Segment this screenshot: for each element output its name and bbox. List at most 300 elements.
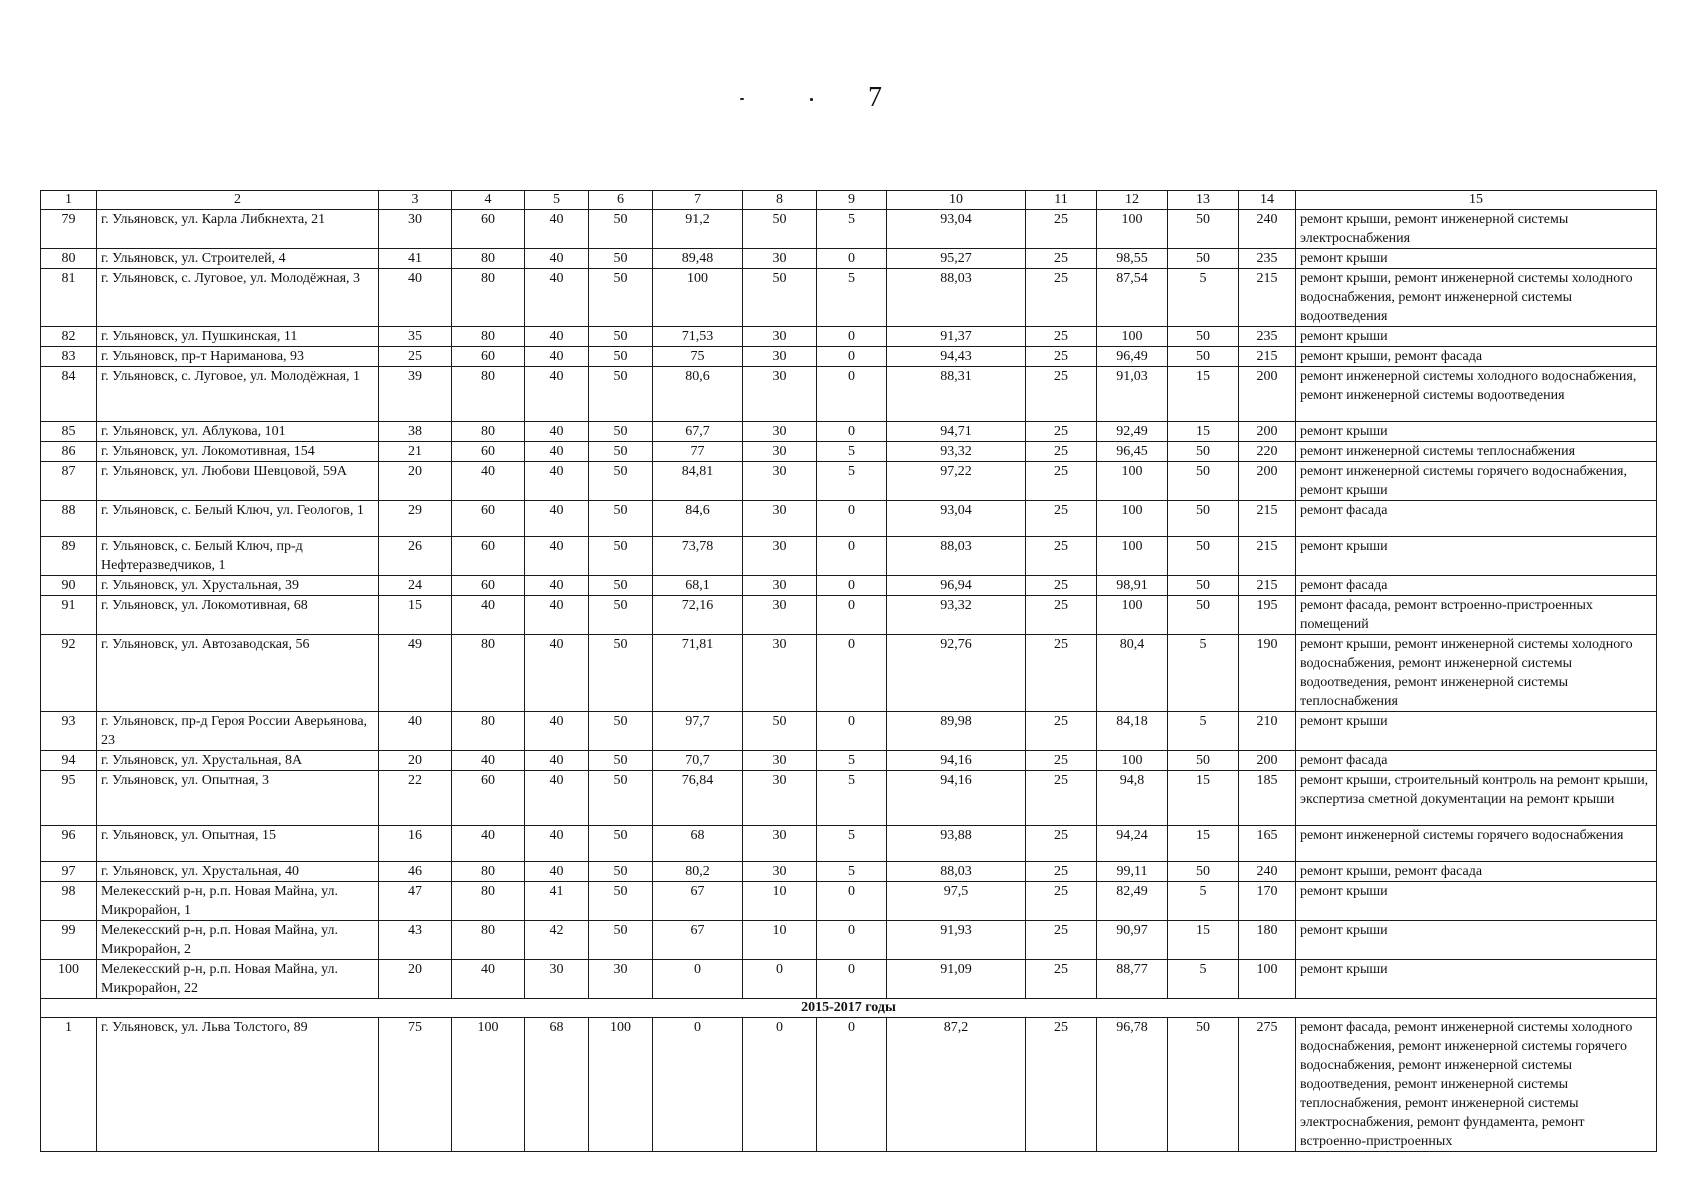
value-cell: 50	[589, 576, 653, 596]
value-cell: 240	[1239, 210, 1296, 249]
address-cell: г. Ульяновск, с. Луговое, ул. Молодёжная, 3	[97, 269, 379, 327]
value-cell: 67	[653, 921, 743, 960]
value-cell: 73,78	[653, 537, 743, 576]
value-cell: 80,4	[1097, 635, 1168, 712]
value-cell: 25	[1026, 501, 1097, 537]
value-cell: 92,49	[1097, 422, 1168, 442]
value-cell: 5	[1168, 960, 1239, 999]
value-cell: 0	[817, 347, 887, 367]
address-cell: Мелекесский р-н, р.п. Новая Майна, ул. Микрорайон, 2	[97, 921, 379, 960]
value-cell: 25	[1026, 462, 1097, 501]
works-cell: ремонт крыши	[1296, 422, 1657, 442]
value-cell: 80	[452, 269, 525, 327]
value-cell: 96,49	[1097, 347, 1168, 367]
value-cell: 25	[1026, 367, 1097, 422]
value-cell: 24	[379, 576, 452, 596]
value-cell: 50	[1168, 576, 1239, 596]
value-cell: 215	[1239, 347, 1296, 367]
value-cell: 0	[743, 960, 817, 999]
value-cell: 91,09	[887, 960, 1026, 999]
value-cell: 165	[1239, 826, 1296, 862]
value-cell: 0	[817, 1018, 887, 1152]
page-number: 7	[868, 82, 882, 113]
value-cell: 50	[1168, 751, 1239, 771]
value-cell: 200	[1239, 751, 1296, 771]
address-cell: г. Ульяновск, ул. Пушкинская, 11	[97, 327, 379, 347]
value-cell: 30	[743, 576, 817, 596]
value-cell: 25	[1026, 826, 1097, 862]
table-row	[41, 442, 1657, 462]
value-cell: 80	[452, 327, 525, 347]
value-cell: 25	[1026, 771, 1097, 826]
works-cell: ремонт фасада	[1296, 751, 1657, 771]
value-cell: 50	[1168, 442, 1239, 462]
column-number: 9	[817, 191, 887, 210]
works-cell: ремонт инженерной системы теплоснабжения	[1296, 442, 1657, 462]
value-cell: 50	[589, 347, 653, 367]
value-cell: 60	[452, 501, 525, 537]
value-cell: 60	[452, 442, 525, 462]
scan-speck	[740, 98, 744, 100]
value-cell: 93,32	[887, 596, 1026, 635]
value-cell: 190	[1239, 635, 1296, 712]
row-number: 97	[41, 862, 97, 882]
value-cell: 94,8	[1097, 771, 1168, 826]
row-number: 94	[41, 751, 97, 771]
value-cell: 40	[452, 751, 525, 771]
address-cell: г. Ульяновск, ул. Хрустальная, 40	[97, 862, 379, 882]
value-cell: 40	[525, 422, 589, 442]
column-number: 5	[525, 191, 589, 210]
value-cell: 50	[589, 442, 653, 462]
value-cell: 50	[589, 882, 653, 921]
row-number: 96	[41, 826, 97, 862]
column-number: 11	[1026, 191, 1097, 210]
value-cell: 97,22	[887, 462, 1026, 501]
value-cell: 25	[1026, 269, 1097, 327]
value-cell: 30	[743, 422, 817, 442]
value-cell: 22	[379, 771, 452, 826]
value-cell: 38	[379, 422, 452, 442]
value-cell: 0	[817, 537, 887, 576]
value-cell: 215	[1239, 576, 1296, 596]
value-cell: 90,97	[1097, 921, 1168, 960]
value-cell: 25	[1026, 347, 1097, 367]
address-cell: г. Ульяновск, ул. Опытная, 3	[97, 771, 379, 826]
value-cell: 99,11	[1097, 862, 1168, 882]
value-cell: 5	[1168, 269, 1239, 327]
value-cell: 20	[379, 751, 452, 771]
works-cell: ремонт крыши, строительный контроль на ремонт крыши, экспертиза сметной документации на ремонт крыши	[1296, 771, 1657, 826]
value-cell: 97,5	[887, 882, 1026, 921]
address-cell: г. Ульяновск, с. Луговое, ул. Молодёжная, 1	[97, 367, 379, 422]
address-cell: г. Ульяновск, ул. Строителей, 4	[97, 249, 379, 269]
value-cell: 40	[525, 367, 589, 422]
value-cell: 50	[589, 921, 653, 960]
table-row	[41, 269, 1657, 327]
row-number: 89	[41, 537, 97, 576]
table-row	[41, 462, 1657, 501]
value-cell: 100	[1097, 462, 1168, 501]
value-cell: 25	[1026, 635, 1097, 712]
value-cell: 235	[1239, 327, 1296, 347]
value-cell: 88,31	[887, 367, 1026, 422]
row-number: 90	[41, 576, 97, 596]
value-cell: 25	[1026, 442, 1097, 462]
value-cell: 0	[817, 712, 887, 751]
table-body-2015-2017	[41, 1018, 1657, 1152]
address-cell: г. Ульяновск, пр-т Нариманова, 93	[97, 347, 379, 367]
address-cell: Мелекесский р-н, р.п. Новая Майна, ул. Микрорайон, 1	[97, 882, 379, 921]
table-row	[41, 576, 1657, 596]
value-cell: 25	[1026, 712, 1097, 751]
section-2015-2017	[41, 999, 1657, 1018]
value-cell: 26	[379, 537, 452, 576]
value-cell: 50	[589, 210, 653, 249]
value-cell: 215	[1239, 269, 1296, 327]
value-cell: 100	[1097, 210, 1168, 249]
column-number: 8	[743, 191, 817, 210]
value-cell: 25	[1026, 422, 1097, 442]
value-cell: 72,16	[653, 596, 743, 635]
value-cell: 50	[743, 210, 817, 249]
works-cell: ремонт крыши	[1296, 960, 1657, 999]
value-cell: 80	[452, 882, 525, 921]
address-cell: г. Ульяновск, пр-д Героя России Аверьянова, 23	[97, 712, 379, 751]
address-cell: г. Ульяновск, ул. Автозаводская, 56	[97, 635, 379, 712]
value-cell: 40	[525, 347, 589, 367]
table-row	[41, 751, 1657, 771]
value-cell: 70,7	[653, 751, 743, 771]
value-cell: 49	[379, 635, 452, 712]
value-cell: 30	[743, 327, 817, 347]
value-cell: 94,43	[887, 347, 1026, 367]
value-cell: 50	[589, 249, 653, 269]
value-cell: 0	[817, 882, 887, 921]
value-cell: 80	[452, 712, 525, 751]
value-cell: 50	[589, 771, 653, 826]
value-cell: 0	[653, 960, 743, 999]
column-number: 2	[97, 191, 379, 210]
value-cell: 5	[1168, 882, 1239, 921]
value-cell: 80,6	[653, 367, 743, 422]
value-cell: 25	[1026, 1018, 1097, 1152]
works-cell: ремонт крыши	[1296, 882, 1657, 921]
value-cell: 25	[1026, 960, 1097, 999]
value-cell: 47	[379, 882, 452, 921]
value-cell: 50	[589, 596, 653, 635]
works-cell: ремонт крыши	[1296, 537, 1657, 576]
value-cell: 67,7	[653, 422, 743, 442]
value-cell: 235	[1239, 249, 1296, 269]
value-cell: 98,91	[1097, 576, 1168, 596]
address-cell: г. Ульяновск, ул. Любови Шевцовой, 59А	[97, 462, 379, 501]
works-cell: ремонт крыши, ремонт инженерной системы электроснабжения	[1296, 210, 1657, 249]
value-cell: 40	[525, 210, 589, 249]
value-cell: 88,03	[887, 862, 1026, 882]
value-cell: 75	[653, 347, 743, 367]
value-cell: 0	[817, 596, 887, 635]
value-cell: 80	[452, 921, 525, 960]
column-number: 1	[41, 191, 97, 210]
value-cell: 100	[1097, 537, 1168, 576]
value-cell: 30	[743, 249, 817, 269]
value-cell: 50	[589, 501, 653, 537]
table-row	[41, 249, 1657, 269]
value-cell: 50	[589, 269, 653, 327]
value-cell: 96,94	[887, 576, 1026, 596]
value-cell: 40	[452, 596, 525, 635]
row-number: 86	[41, 442, 97, 462]
value-cell: 46	[379, 862, 452, 882]
value-cell: 40	[525, 269, 589, 327]
value-cell: 215	[1239, 501, 1296, 537]
value-cell: 50	[1168, 862, 1239, 882]
value-cell: 0	[817, 422, 887, 442]
table-row	[41, 501, 1657, 537]
row-number: 98	[41, 882, 97, 921]
value-cell: 89,98	[887, 712, 1026, 751]
address-cell: г. Ульяновск, ул. Локомотивная, 154	[97, 442, 379, 462]
value-cell: 25	[1026, 596, 1097, 635]
value-cell: 30	[743, 751, 817, 771]
value-cell: 15	[1168, 826, 1239, 862]
value-cell: 15	[1168, 771, 1239, 826]
value-cell: 30	[743, 501, 817, 537]
row-number: 91	[41, 596, 97, 635]
value-cell: 95,27	[887, 249, 1026, 269]
value-cell: 93,04	[887, 210, 1026, 249]
address-cell: г. Ульяновск, с. Белый Ключ, пр-д Нефтеразведчиков, 1	[97, 537, 379, 576]
table-row	[41, 367, 1657, 422]
value-cell: 5	[817, 826, 887, 862]
value-cell: 88,03	[887, 537, 1026, 576]
table-row	[41, 826, 1657, 862]
value-cell: 94,71	[887, 422, 1026, 442]
value-cell: 40	[525, 327, 589, 347]
works-cell: ремонт крыши	[1296, 921, 1657, 960]
table-row	[41, 537, 1657, 576]
value-cell: 200	[1239, 367, 1296, 422]
value-cell: 30	[743, 771, 817, 826]
row-number: 100	[41, 960, 97, 999]
value-cell: 50	[1168, 462, 1239, 501]
value-cell: 170	[1239, 882, 1296, 921]
value-cell: 68	[525, 1018, 589, 1152]
value-cell: 40	[525, 712, 589, 751]
value-cell: 40	[525, 862, 589, 882]
value-cell: 88,77	[1097, 960, 1168, 999]
value-cell: 50	[1168, 596, 1239, 635]
value-cell: 40	[525, 501, 589, 537]
table-row	[41, 712, 1657, 751]
value-cell: 5	[1168, 712, 1239, 751]
value-cell: 30	[743, 442, 817, 462]
value-cell: 25	[1026, 210, 1097, 249]
table-row	[41, 882, 1657, 921]
value-cell: 0	[817, 327, 887, 347]
column-number: 12	[1097, 191, 1168, 210]
works-cell: ремонт инженерной системы горячего водоснабжения	[1296, 826, 1657, 862]
value-cell: 98,55	[1097, 249, 1168, 269]
value-cell: 50	[1168, 1018, 1239, 1152]
section-title: 2015-2017 годы	[41, 999, 1657, 1018]
value-cell: 15	[1168, 367, 1239, 422]
value-cell: 30	[379, 210, 452, 249]
value-cell: 91,03	[1097, 367, 1168, 422]
table-row	[41, 596, 1657, 635]
value-cell: 60	[452, 771, 525, 826]
value-cell: 15	[379, 596, 452, 635]
value-cell: 40	[452, 960, 525, 999]
value-cell: 94,16	[887, 751, 1026, 771]
value-cell: 94,16	[887, 771, 1026, 826]
address-cell: г. Ульяновск, ул. Хрустальная, 39	[97, 576, 379, 596]
row-number: 99	[41, 921, 97, 960]
table-row	[41, 960, 1657, 999]
works-cell: ремонт крыши, ремонт инженерной системы холодного водоснабжения, ремонт инженерной системы водоотведения	[1296, 269, 1657, 327]
value-cell: 80	[452, 367, 525, 422]
row-number: 95	[41, 771, 97, 826]
section-header-row	[41, 999, 1657, 1018]
row-number: 84	[41, 367, 97, 422]
row-number: 82	[41, 327, 97, 347]
value-cell: 30	[743, 635, 817, 712]
row-number: 80	[41, 249, 97, 269]
value-cell: 76,84	[653, 771, 743, 826]
value-cell: 30	[743, 462, 817, 501]
value-cell: 40	[525, 771, 589, 826]
value-cell: 30	[743, 862, 817, 882]
value-cell: 80	[452, 249, 525, 269]
table-body-2014-2016	[41, 210, 1657, 999]
works-cell: ремонт инженерной системы холодного водоснабжения, ремонт инженерной системы водоотведения	[1296, 367, 1657, 422]
value-cell: 10	[743, 921, 817, 960]
works-cell: ремонт крыши, ремонт фасада	[1296, 347, 1657, 367]
row-number: 88	[41, 501, 97, 537]
value-cell: 0	[817, 367, 887, 422]
table-row	[41, 327, 1657, 347]
value-cell: 29	[379, 501, 452, 537]
value-cell: 50	[589, 327, 653, 347]
value-cell: 68	[653, 826, 743, 862]
row-number: 79	[41, 210, 97, 249]
value-cell: 5	[817, 862, 887, 882]
value-cell: 97,7	[653, 712, 743, 751]
value-cell: 92,76	[887, 635, 1026, 712]
value-cell: 30	[589, 960, 653, 999]
column-number: 15	[1296, 191, 1657, 210]
value-cell: 35	[379, 327, 452, 347]
value-cell: 50	[589, 537, 653, 576]
row-number: 93	[41, 712, 97, 751]
value-cell: 77	[653, 442, 743, 462]
value-cell: 5	[1168, 635, 1239, 712]
value-cell: 40	[379, 712, 452, 751]
address-cell: Мелекесский р-н, р.п. Новая Майна, ул. Микрорайон, 22	[97, 960, 379, 999]
address-cell: г. Ульяновск, ул. Аблукова, 101	[97, 422, 379, 442]
value-cell: 40	[525, 751, 589, 771]
value-cell: 80	[452, 635, 525, 712]
table-row	[41, 635, 1657, 712]
value-cell: 93,88	[887, 826, 1026, 862]
value-cell: 25	[1026, 327, 1097, 347]
address-cell: г. Ульяновск, ул. Льва Толстого, 89	[97, 1018, 379, 1152]
works-cell: ремонт крыши	[1296, 249, 1657, 269]
column-number: 6	[589, 191, 653, 210]
value-cell: 50	[589, 862, 653, 882]
value-cell: 25	[1026, 921, 1097, 960]
value-cell: 21	[379, 442, 452, 462]
value-cell: 0	[817, 501, 887, 537]
value-cell: 50	[1168, 249, 1239, 269]
value-cell: 91,93	[887, 921, 1026, 960]
value-cell: 30	[743, 347, 817, 367]
value-cell: 5	[817, 269, 887, 327]
value-cell: 100	[1097, 501, 1168, 537]
row-number: 81	[41, 269, 97, 327]
value-cell: 25	[1026, 862, 1097, 882]
value-cell: 84,18	[1097, 712, 1168, 751]
value-cell: 96,78	[1097, 1018, 1168, 1152]
value-cell: 41	[525, 882, 589, 921]
table-row	[41, 210, 1657, 249]
works-cell: ремонт фасада, ремонт инженерной системы холодного водоснабжения, ремонт инженерной системы горячего водоснабжения, ремонт инженерной системы водоотведения, ремонт инженерной системы теплоснабжения, ремонт инженерной системы электроснабжения, ремонт фундамента, ремонт встроенно-пристроенных	[1296, 1018, 1657, 1152]
table-row	[41, 771, 1657, 826]
value-cell: 89,48	[653, 249, 743, 269]
value-cell: 67	[653, 882, 743, 921]
value-cell: 240	[1239, 862, 1296, 882]
value-cell: 275	[1239, 1018, 1296, 1152]
value-cell: 50	[589, 826, 653, 862]
value-cell: 80	[452, 422, 525, 442]
value-cell: 60	[452, 347, 525, 367]
value-cell: 50	[589, 367, 653, 422]
value-cell: 16	[379, 826, 452, 862]
column-number: 3	[379, 191, 452, 210]
value-cell: 40	[452, 462, 525, 501]
value-cell: 5	[817, 210, 887, 249]
address-cell: г. Ульяновск, ул. Хрустальная, 8А	[97, 751, 379, 771]
column-number: 7	[653, 191, 743, 210]
address-cell: г. Ульяновск, с. Белый Ключ, ул. Геологов, 1	[97, 501, 379, 537]
value-cell: 30	[743, 826, 817, 862]
column-number: 14	[1239, 191, 1296, 210]
value-cell: 50	[1168, 347, 1239, 367]
value-cell: 100	[1097, 596, 1168, 635]
registry-table	[40, 190, 1657, 1152]
value-cell: 43	[379, 921, 452, 960]
value-cell: 96,45	[1097, 442, 1168, 462]
table-header	[41, 191, 1657, 210]
value-cell: 91,2	[653, 210, 743, 249]
value-cell: 100	[653, 269, 743, 327]
value-cell: 71,81	[653, 635, 743, 712]
value-cell: 0	[653, 1018, 743, 1152]
value-cell: 40	[525, 576, 589, 596]
value-cell: 88,03	[887, 269, 1026, 327]
table-row	[41, 921, 1657, 960]
value-cell: 5	[817, 751, 887, 771]
row-number: 85	[41, 422, 97, 442]
value-cell: 40	[452, 826, 525, 862]
value-cell: 100	[452, 1018, 525, 1152]
value-cell: 25	[379, 347, 452, 367]
value-cell: 84,81	[653, 462, 743, 501]
value-cell: 30	[743, 537, 817, 576]
value-cell: 75	[379, 1018, 452, 1152]
value-cell: 15	[1168, 422, 1239, 442]
